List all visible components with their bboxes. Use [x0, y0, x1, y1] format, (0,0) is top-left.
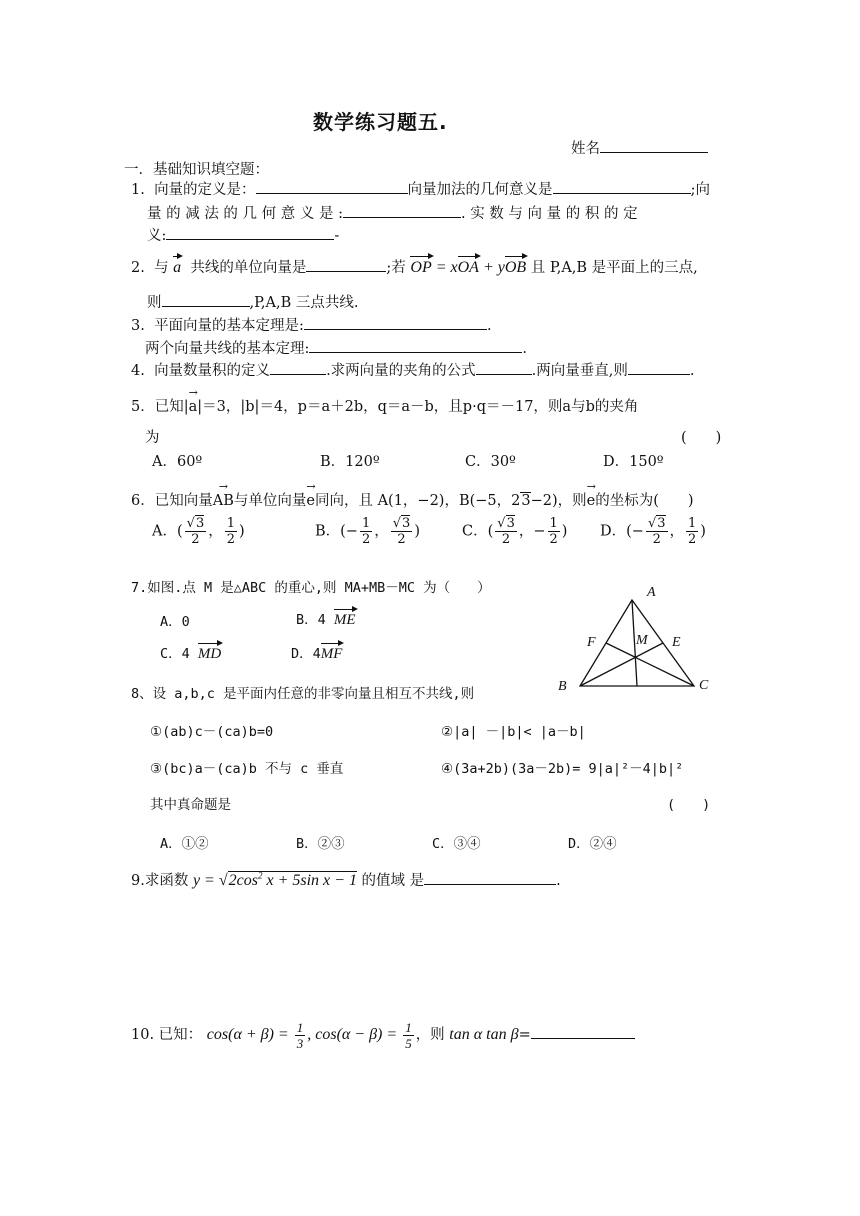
- vector-a-label: → a: [188, 386, 198, 415]
- section-heading: 一．基础知识填空题：: [124, 162, 269, 178]
- q5-option-b[interactable]: B．120º: [320, 454, 380, 470]
- vector-e-2: → e: [586, 480, 596, 509]
- vector-ab: → AB: [212, 480, 234, 509]
- q5-option-c[interactable]: C．30º: [465, 454, 516, 470]
- answer-blank[interactable]: [166, 225, 334, 240]
- question-6: 6．已知向量 → AB与单位向量 → e同向，且 A(1，−2)，B(−5，23−2)，则 → e的坐标为( ): [131, 480, 694, 509]
- q6-option-b[interactable]: B．(− $\frac{1}{2}$ ， $\frac{√3}{2}$ ): [315, 516, 420, 547]
- answer-blank[interactable]: [628, 360, 690, 375]
- label-a: A: [647, 585, 656, 600]
- q8-option-b[interactable]: B．②③: [296, 836, 345, 852]
- answer-paren: ( ): [667, 797, 711, 813]
- answer-paren: ( ): [681, 430, 722, 446]
- question-5: 5．已知| → a|＝3，|b|＝4，p＝a＋2b，q＝a－b，且p·q＝－17，则a与b的夹角: [131, 386, 639, 415]
- question-1: 1. 向量的定义是： 向量加法的几何意义是 ;向: [131, 178, 710, 199]
- question-9: 9.求函数 $y = √2\cos^2$ x + 5sin x − 1 的值域 是 .: [131, 870, 561, 889]
- vector-a: a: [173, 259, 182, 276]
- answer-blank[interactable]: [343, 203, 461, 218]
- page-title: 数学练习题五.: [313, 110, 448, 134]
- label-f: F: [587, 635, 596, 650]
- q8-ask: 其中真命题是: [150, 797, 231, 813]
- vector-e: → e: [306, 480, 316, 509]
- label-m: M: [636, 633, 648, 648]
- cos-equation: cos(α + β) = $\frac{1}{3}$ , cos(α − β) = $\frac{1}{5}$: [206, 1020, 412, 1051]
- q8-option-a[interactable]: A．①②: [160, 836, 209, 852]
- question-3-line2: 两个向量共线的基本定理: .: [145, 337, 527, 358]
- label-b: B: [558, 679, 567, 694]
- tan-product: tan α tan β: [449, 1026, 519, 1044]
- question-1-line3: 义: -: [147, 224, 339, 245]
- q8-statement-3: ③(bc)a－(ca)b 不与 c 垂直: [150, 761, 344, 777]
- answer-blank[interactable]: [306, 257, 386, 272]
- name-field[interactable]: [571, 137, 708, 158]
- question-3: 3. 平面向量的基本定理是: .: [131, 314, 492, 335]
- vector-equation: OP = xOA + yOB: [410, 259, 527, 276]
- answer-blank[interactable]: [424, 870, 556, 885]
- answer-blank[interactable]: [162, 292, 250, 307]
- question-2: 2. 与 a 共线的单位向量是 ;若 OP = xOA + yOB 且 P,A,B 是平面上的三点,: [131, 259, 698, 276]
- question-7: 7.如图.点 M 是△ABC 的重心,则 MA+MB－MC 为（ ）: [131, 580, 491, 596]
- q7-option-a[interactable]: A．0: [160, 614, 190, 630]
- q8-statement-4: ④(3a+2b)(3a－2b)= 9|a|²－4|b|²: [441, 761, 684, 777]
- function-expression: $y = √2\cos^2$ x + 5sin x − 1: [192, 870, 357, 889]
- q5-option-a[interactable]: A．60º: [152, 454, 203, 470]
- q6-option-a[interactable]: A．( $\frac{√3}{2}$ ， $\frac{1}{2}$ ): [152, 516, 245, 547]
- q6-option-d[interactable]: D．(− $\frac{√3}{2}$ ， $\frac{1}{2}$ ): [600, 516, 706, 547]
- q7-option-b[interactable]: B．4 ME: [296, 612, 356, 628]
- q7-option-d[interactable]: D．4MF: [291, 646, 343, 662]
- answer-blank[interactable]: [309, 338, 522, 353]
- q7-option-c[interactable]: C．4 MD: [160, 646, 222, 662]
- label-c: C: [699, 678, 709, 693]
- label-e: E: [672, 635, 681, 650]
- name-label: 姓名: [571, 141, 600, 157]
- q8-option-c[interactable]: C．③④: [432, 836, 481, 852]
- question-4: 4. 向量数量积的定义 .求两向量的夹角的公式 .两向量垂直,则 .: [131, 359, 695, 380]
- question-8: 8、设 a,b,c 是平面内任意的非零向量且相互不共线,则: [131, 686, 475, 702]
- question-10: 10. 已知： cos(α + β) = $\frac{1}{3}$ , cos(α − β) = $\frac{1}{5}$ ，则 tan α tan β=: [131, 1020, 635, 1051]
- answer-blank[interactable]: [304, 315, 487, 330]
- answer-blank[interactable]: [531, 1024, 635, 1039]
- answer-blank[interactable]: [270, 360, 326, 375]
- answer-blank[interactable]: [476, 360, 532, 375]
- q6-option-c[interactable]: C．( $\frac{√3}{2}$ ，− $\frac{1}{2}$ ): [462, 516, 568, 547]
- q5-option-d[interactable]: D．150º: [603, 454, 664, 470]
- question-5-line2: 为: [145, 430, 160, 446]
- sqrt3: 3: [521, 493, 531, 509]
- answer-blank[interactable]: [553, 179, 691, 194]
- question-2-line2: 则 ,P,A,B 三点共线.: [147, 291, 359, 312]
- triangle-figure: [548, 578, 718, 706]
- q8-option-d[interactable]: D．②④: [568, 836, 617, 852]
- q8-statement-2: ②|a| －|b|< |a－b|: [441, 724, 586, 740]
- answer-blank[interactable]: [256, 179, 408, 194]
- question-1-line2: 量 的 减 法 的 几 何 意 义 是 : . 实 数 与 向 量 的 积 的 定: [147, 202, 638, 223]
- q8-statement-1: ①(ab)c－(ca)b=0: [150, 724, 274, 740]
